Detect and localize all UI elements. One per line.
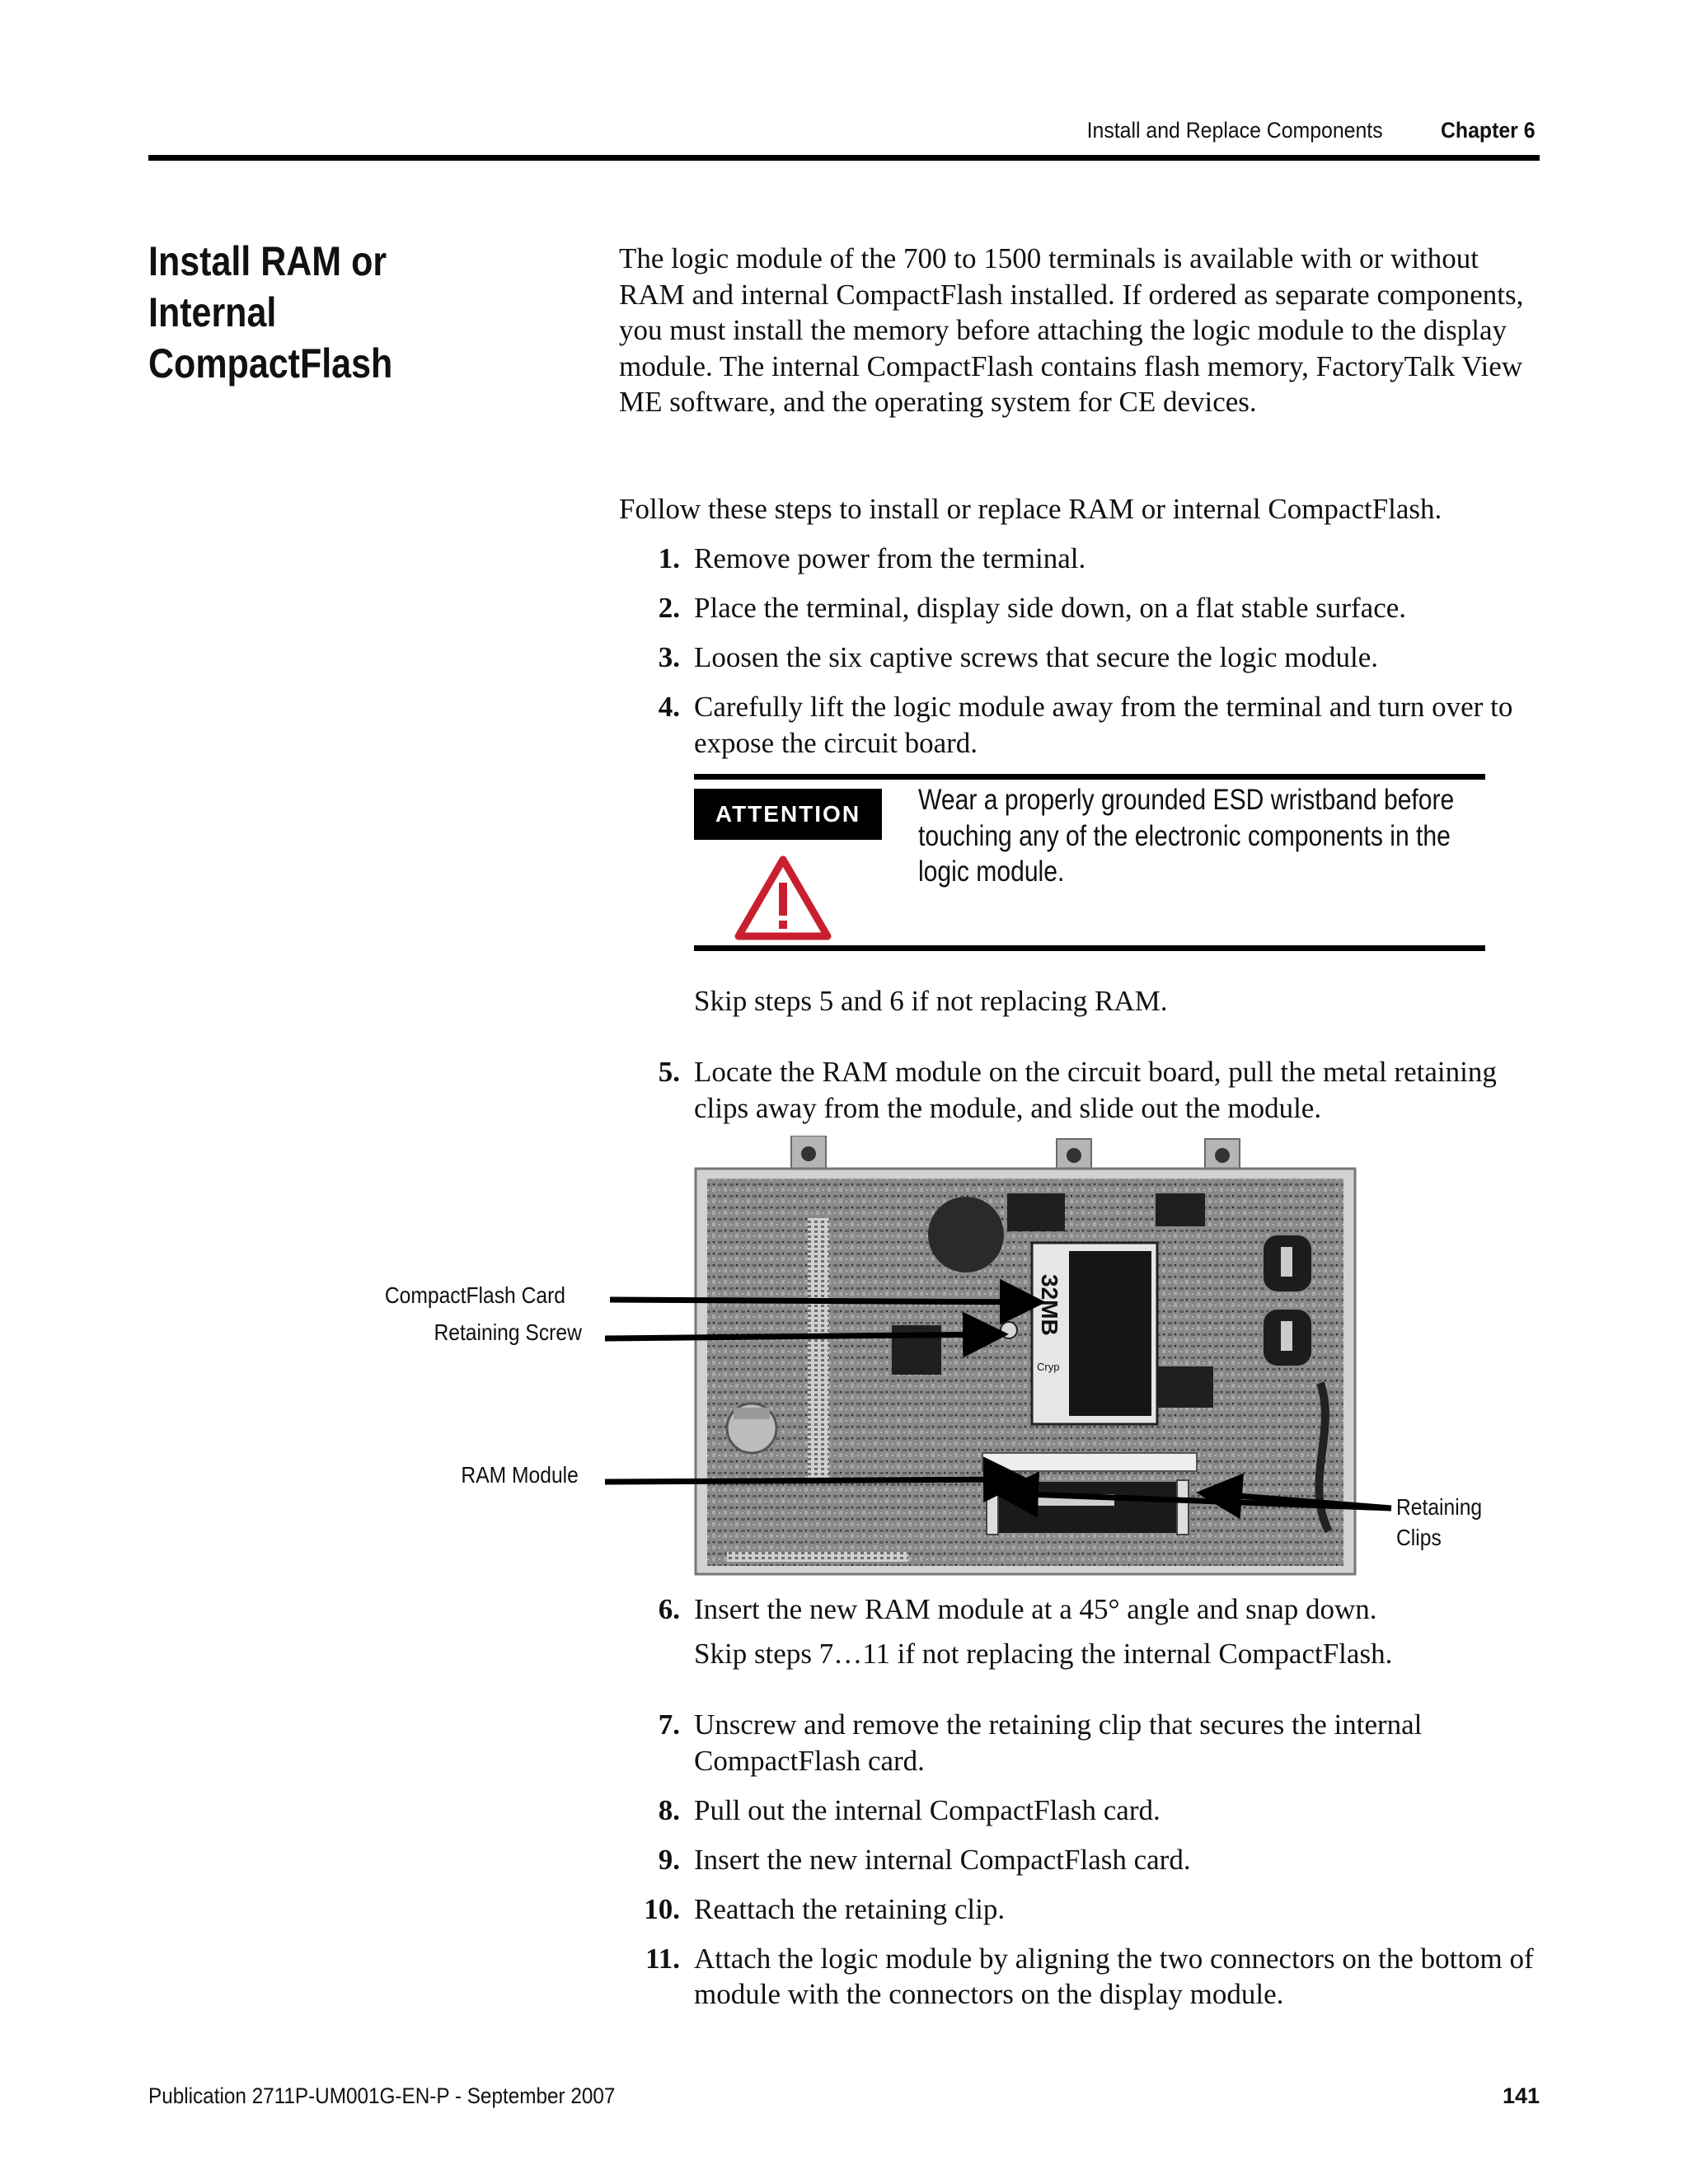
step-text: Place the terminal, display side down, on a flat stable surface. <box>694 592 1407 624</box>
step-number: 7. <box>658 1708 680 1741</box>
running-header <box>996 118 1540 143</box>
step-item <box>619 1793 1540 1829</box>
step-item <box>619 1891 1540 1928</box>
callout-ram-module: RAM Module <box>461 1462 579 1488</box>
section-title: Install RAM or Internal CompactFlash <box>148 238 393 387</box>
step-number: 3. <box>658 641 680 673</box>
steps-list-7-11 <box>619 1707 1540 2026</box>
step-text: Pull out the internal CompactFlash card. <box>694 1793 1160 1826</box>
lead-paragraph: Follow these steps to install or replace RAM or internal CompactFlash. <box>619 493 1442 525</box>
callout-retaining-clips <box>1396 1492 1512 1553</box>
callout-compactflash-card: CompactFlash Card <box>384 1282 565 1308</box>
callout-retaining-screw: Retaining Screw <box>434 1319 582 1345</box>
header-section-title: Install and Replace Components <box>1086 118 1383 143</box>
page-number: 141 <box>1502 2083 1540 2108</box>
warning-triangle-icon <box>734 855 832 940</box>
attention-top-rule <box>694 774 1485 780</box>
cf-brand-label: Cryp <box>1037 1361 1060 1373</box>
step-text: Loosen the six captive screws that secure the logic module. <box>694 641 1379 673</box>
step-item <box>619 1054 1540 1126</box>
step-item <box>619 1941 1540 2013</box>
step-number: 11. <box>645 1942 680 1975</box>
step-item <box>619 640 1540 676</box>
step-text: Attach the logic module by aligning the two connectors on the bottom of module with the connectors on the display module. <box>694 1942 1534 2010</box>
attention-line: touching any of the electronic components in the <box>918 819 1451 852</box>
step-number: 8. <box>658 1793 680 1826</box>
step-number: 5. <box>658 1056 680 1088</box>
step-number: 10. <box>644 1892 680 1925</box>
step-text: Locate the RAM module on the circuit board, pull the metal retaining clips away from the module, and slide out the module. <box>694 1056 1497 1124</box>
logic-module-circuit-board-image <box>694 1136 1362 1577</box>
attention-label: ATTENTION <box>694 789 882 840</box>
step-item <box>619 541 1540 577</box>
callout-retaining-clips-line2: Clips <box>1396 1525 1442 1550</box>
step-number: 4. <box>658 691 680 723</box>
attention-box <box>694 774 1485 951</box>
steps-list-5 <box>619 1054 1540 1140</box>
step-item <box>619 1707 1540 1779</box>
step-text: Insert the new internal CompactFlash card. <box>694 1843 1191 1876</box>
intro-paragraph: The logic module of the 700 to 1500 terminals is available with or without RAM and internal CompactFlash installed. If ordered as separate components, you must install the memory before attaching the logic module to the display module. The internal CompactFlash contains flash memory, FactoryTalk View ME software, and the operating system for CE devices. <box>619 242 1524 418</box>
cf-capacity-label: 32MB <box>1037 1274 1062 1336</box>
steps-list-1-4 <box>619 541 1540 775</box>
step-text: Reattach the retaining clip. <box>694 1892 1006 1925</box>
step-number: 6. <box>658 1593 680 1625</box>
skip-note-compactflash: Skip steps 7…11 if not replacing the internal CompactFlash. <box>694 1638 1393 1670</box>
attention-bottom-rule <box>694 945 1485 951</box>
attention-line: logic module. <box>918 855 1065 888</box>
attention-message <box>918 782 1455 890</box>
header-chapter: Chapter 6 <box>1441 118 1536 143</box>
header-rule <box>148 155 1540 161</box>
skip-note-ram: Skip steps 5 and 6 if not replacing RAM. <box>694 985 1168 1017</box>
callout-retaining-clips-line1: Retaining <box>1396 1494 1483 1520</box>
step-item <box>619 590 1540 626</box>
step-item <box>619 1842 1540 1878</box>
attention-line: Wear a properly grounded ESD wristband before <box>918 784 1455 816</box>
step-number: 1. <box>658 542 680 574</box>
step-number: 2. <box>658 592 680 624</box>
step-item <box>619 689 1540 761</box>
step-text: Remove power from the terminal. <box>694 542 1086 574</box>
step-item <box>619 1591 1540 1628</box>
step-text: Unscrew and remove the retaining clip that secures the internal CompactFlash card. <box>694 1708 1423 1777</box>
step-text: Carefully lift the logic module away from the terminal and turn over to expose the circuit board. <box>694 691 1513 759</box>
steps-list-6 <box>619 1591 1540 1641</box>
footer-publication: Publication 2711P-UM001G-EN-P - September 2007 <box>148 2083 616 2108</box>
step-text: Insert the new RAM module at a 45° angle and snap down. <box>694 1593 1377 1625</box>
step-number: 9. <box>658 1843 680 1876</box>
